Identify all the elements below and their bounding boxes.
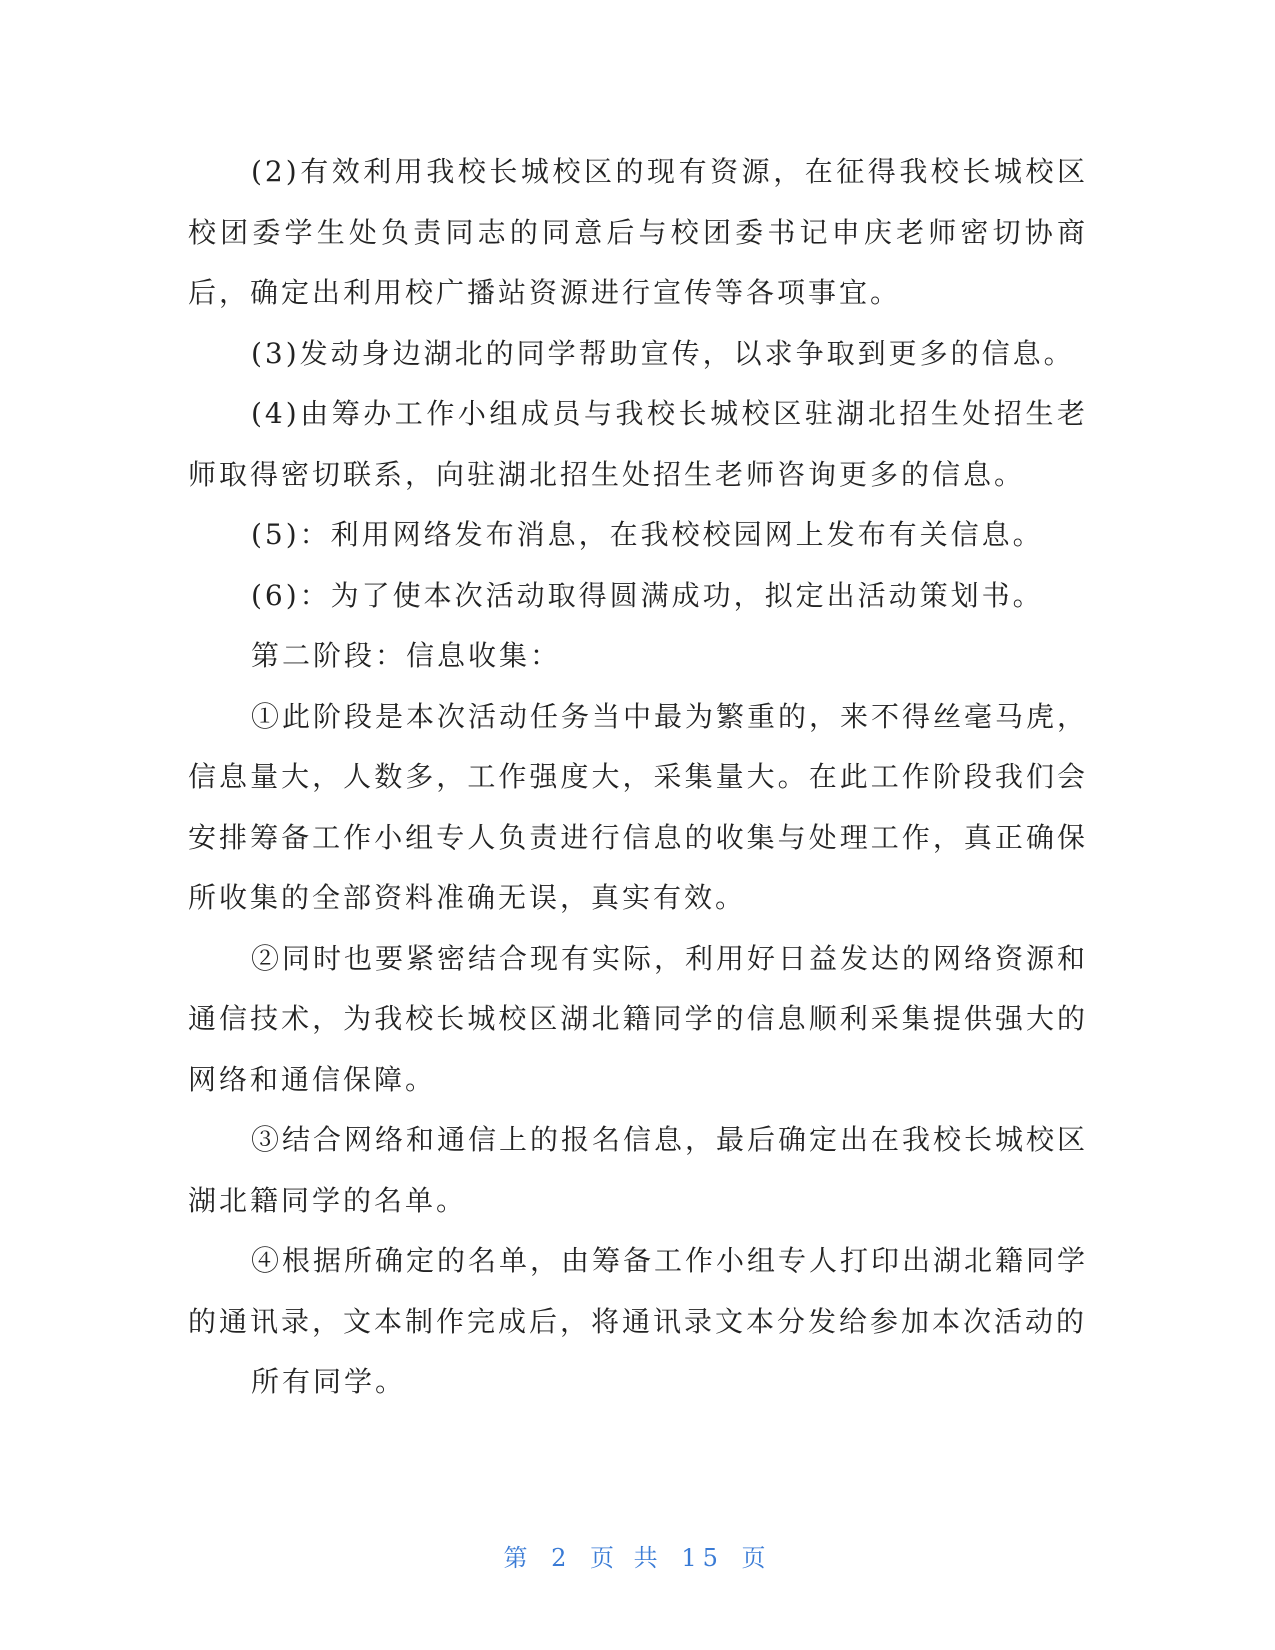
paragraph-item-5: (5)：利用网络发布消息，在我校校园网上发布有关信息。	[251, 518, 1044, 551]
footer-total-pages: 15	[681, 1544, 724, 1572]
section-heading-stage-two: 第二阶段：信息收集：	[251, 639, 562, 672]
page-footer	[0, 1538, 1275, 1573]
paragraph-item-6: (6)：为了使本次活动取得圆满成功，拟定出活动策划书。	[251, 578, 1044, 612]
footer-current-page: 2	[551, 1544, 573, 1572]
paragraph-continuation: 所有同学。	[251, 1365, 407, 1398]
paragraph-item-2: (2)有效利用我校长城校区的现有资源，在征得我校长城校区校团委学生处负责同志的同意后与校团委书记申庆老师密切协商后，确定出利用校广播站资源进行宣传等各项事宜。	[188, 155, 1088, 309]
paragraph-circled-1: ①此阶段是本次活动任务当中最为繁重的，来不得丝毫马虎，信息量大，人数多，工作强度大，采集量大。在此工作阶段我们会安排筹备工作小组专人负责进行信息的收集与处理工作，真正确保所收集的全部资料准确无误，真实有效。	[188, 699, 1089, 914]
footer-middle: 页 共	[590, 1544, 664, 1572]
paragraph-circled-3: ③结合网络和通信上的报名信息，最后确定出在我校长城校区湖北籍同学的名单。	[188, 1123, 1089, 1217]
paragraph-item-3: (3)发动身边湖北的同学帮助宣传，以求争取到更多的信息。	[251, 336, 1075, 370]
paragraph-circled-4: ④根据所确定的名单，由筹备工作小组专人打印出湖北籍同学的通讯录，文本制作完成后，将通讯录文本分发给参加本次活动的	[188, 1244, 1089, 1338]
paragraph-circled-2: ②同时也要紧密结合现有实际，利用好日益发达的网络资源和通信技术，为我校长城校区湖北籍同学的信息顺利采集提供强大的网络和通信保障。	[188, 941, 1089, 1096]
footer-suffix: 页	[741, 1544, 772, 1572]
paragraph-item-4: (4)由筹办工作小组成员与我校长城校区驻湖北招生处招生老师取得密切联系，向驻湖北招生处招生老师咨询更多的信息。	[188, 397, 1088, 491]
document-body	[188, 142, 1088, 1413]
footer-prefix: 第	[503, 1544, 534, 1572]
